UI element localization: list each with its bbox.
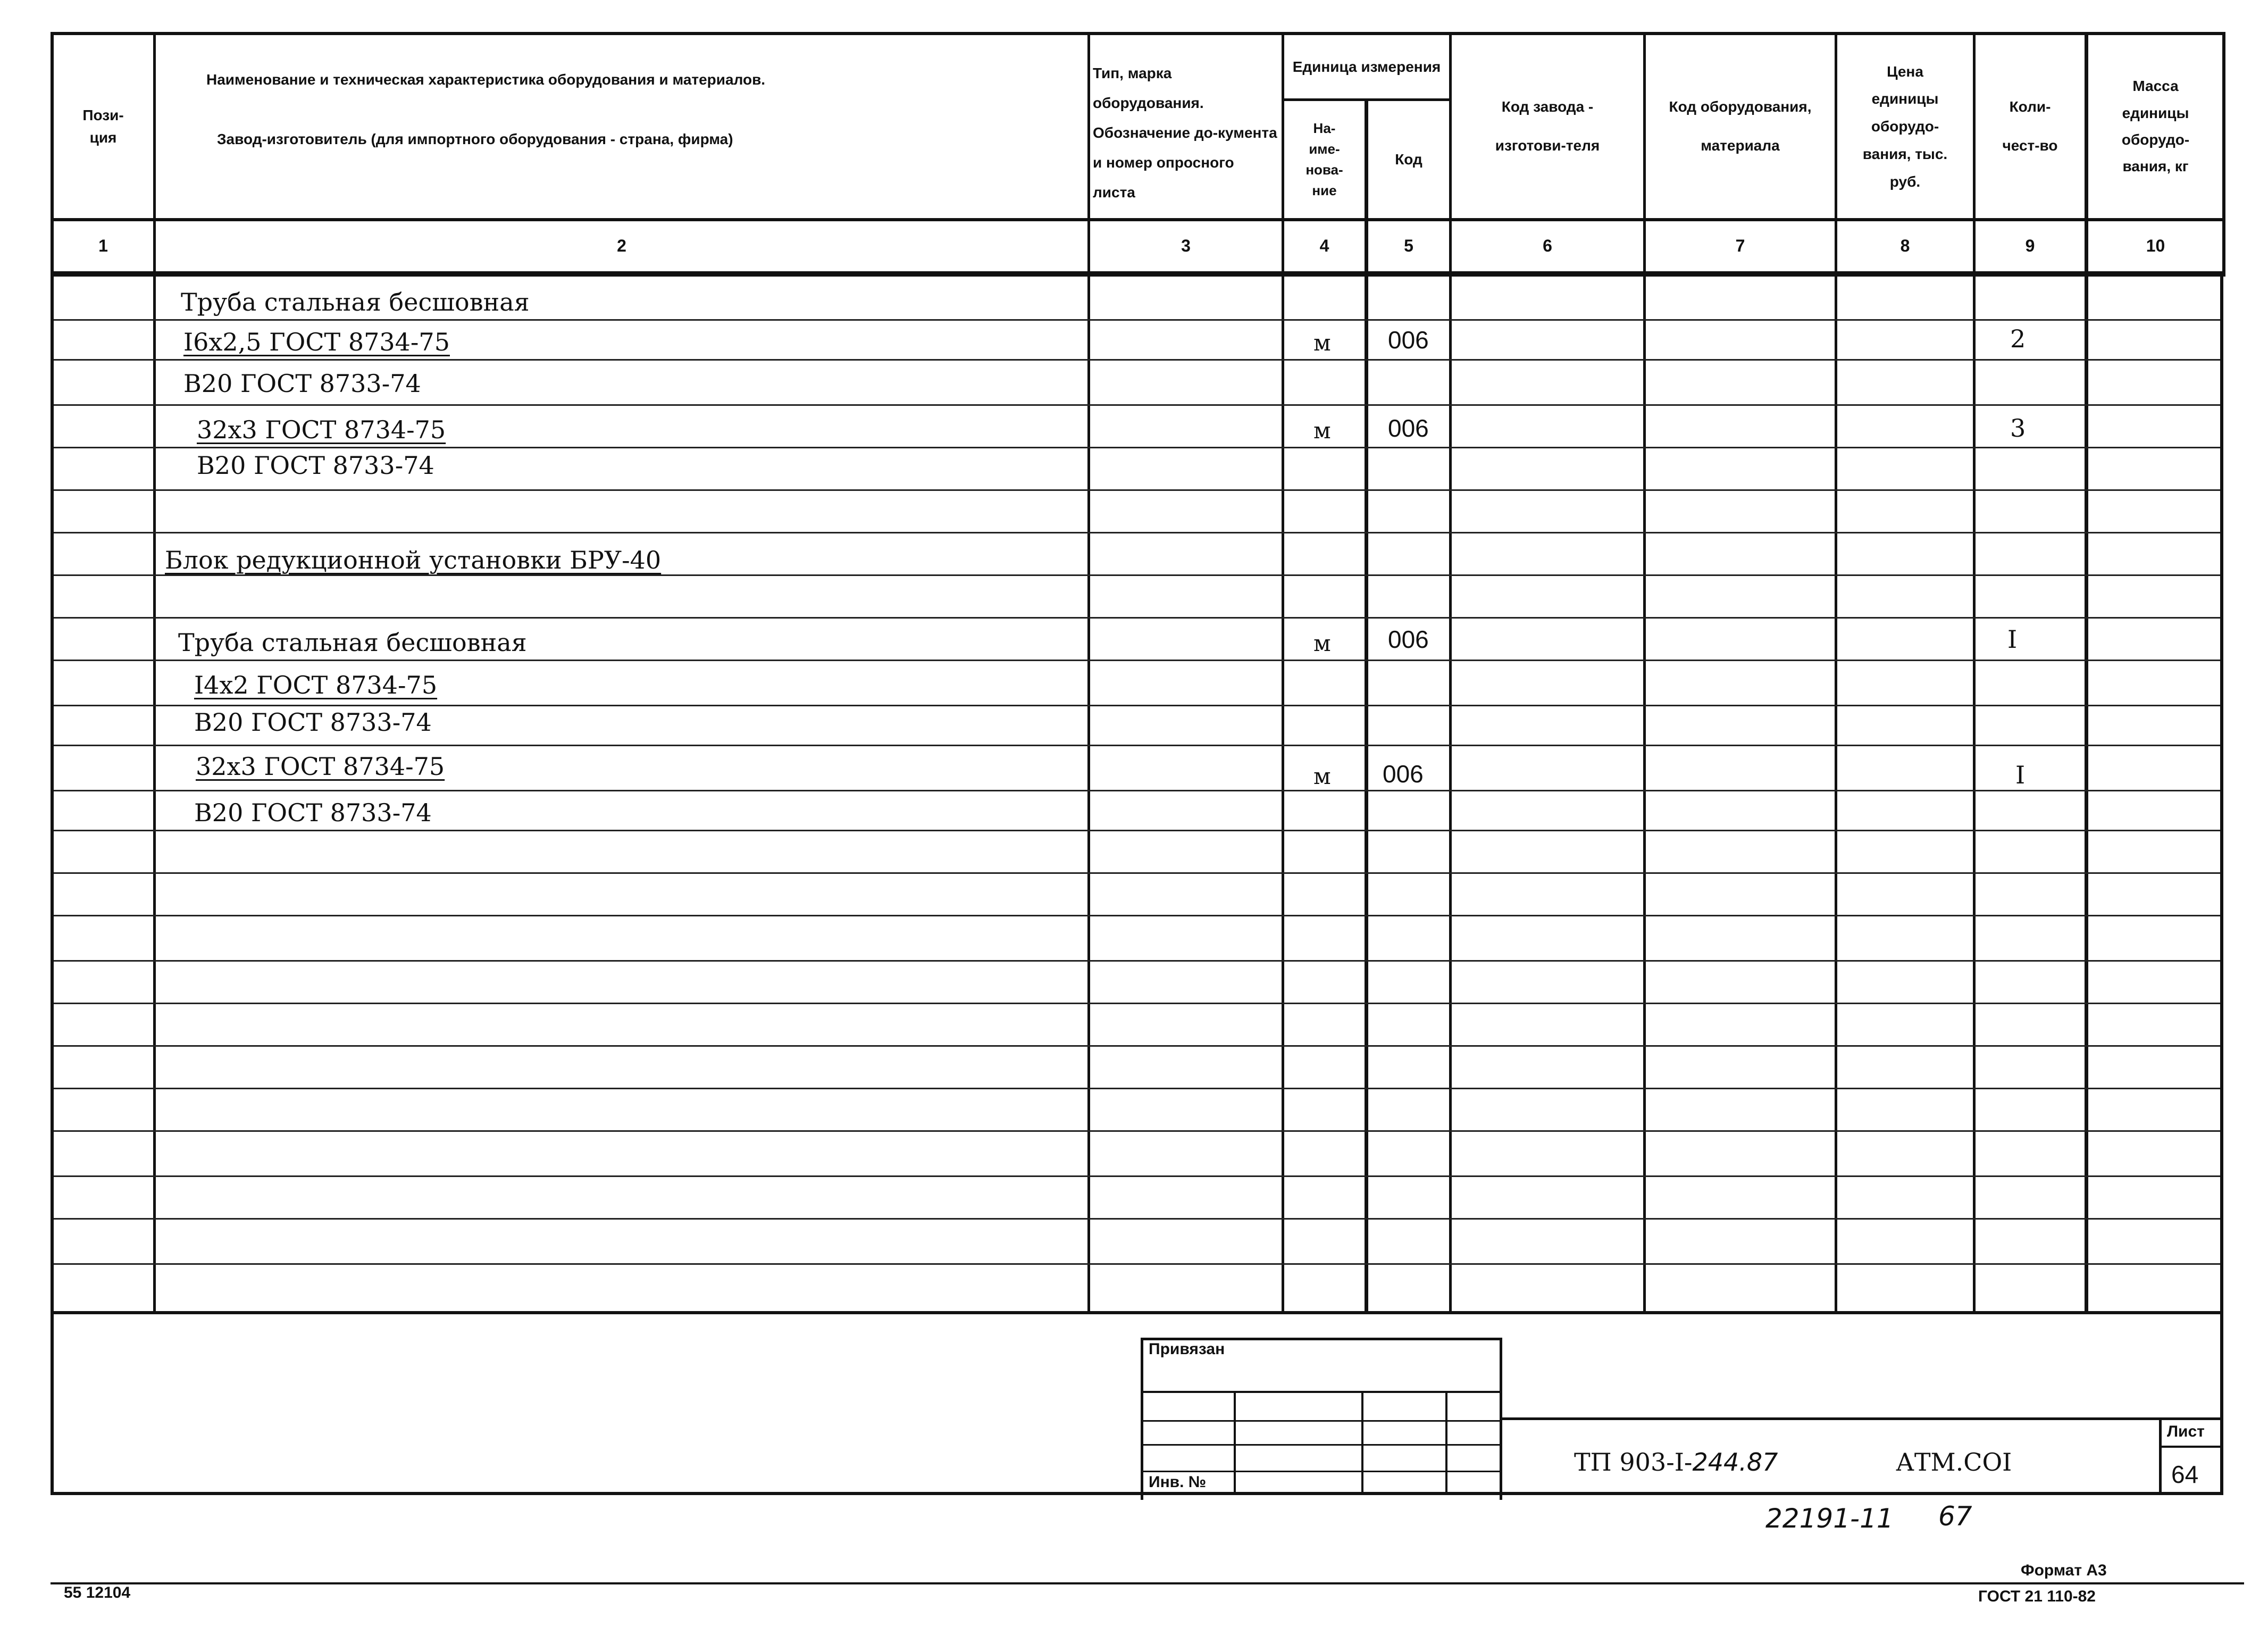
divider <box>2159 1417 2162 1492</box>
row-name: В20 ГОСТ 8733-74 <box>194 798 432 827</box>
frame-bottom <box>51 1492 2223 1495</box>
header-unit-mass: Масса единицы оборудо-вания, кг <box>2121 78 2190 175</box>
row-name: В20 ГОСТ 8733-74 <box>197 451 434 480</box>
header-name-line2: Завод-изготовитель (для импортного оборудования - страна, фирма) <box>217 131 733 147</box>
row-code: 006 <box>1388 414 1429 442</box>
row-divider <box>54 1218 2220 1220</box>
document-mark: АТМ.СОI <box>1896 1448 2012 1476</box>
row-unit: м <box>1313 763 1331 789</box>
divider <box>1141 1471 1502 1472</box>
divider <box>1445 1391 1447 1495</box>
footer-standard: ГОСТ 21 110-82 <box>1978 1588 2096 1605</box>
column-number: 2 <box>617 236 626 255</box>
header-unit-code: Код <box>1395 151 1422 168</box>
header-unit-name: На-име-нова-ние <box>1305 120 1343 198</box>
row-code: 006 <box>1383 760 1424 788</box>
header-unit-group: Единица измерения <box>1292 58 1441 75</box>
column-number: 6 <box>1543 236 1552 255</box>
divider <box>1141 1444 1502 1446</box>
header-unit-price: Цена единицы оборудо-вания, тыс. руб. <box>1862 63 1948 190</box>
row-name: I6x2,5 ГОСТ 8734-75 <box>183 328 450 356</box>
row-unit: м <box>1313 418 1331 444</box>
handwritten-number: 22191-11 <box>1765 1503 1894 1534</box>
document-code-handwritten: 244.87 <box>1692 1448 1778 1476</box>
privyazan-label: Привязан <box>1149 1340 1225 1358</box>
header-factory-code: Код завода - изготови-теля <box>1495 98 1600 154</box>
divider <box>51 1311 2223 1314</box>
sheet-number: 64 <box>2171 1461 2199 1488</box>
row-divider <box>54 1003 2220 1004</box>
header-position: Пози- ция <box>82 107 124 146</box>
header-quantity: Коли-чест-во <box>2002 98 2058 154</box>
row-divider <box>54 745 2220 746</box>
row-name: 32х3 ГОСТ 8734-75 <box>196 752 445 781</box>
row-name: Труба стальная бесшовная <box>178 628 527 657</box>
divider <box>1141 1420 1502 1422</box>
row-divider <box>54 359 2220 361</box>
row-code: 006 <box>1388 326 1429 354</box>
row-divider <box>54 489 2220 491</box>
row-unit: м <box>1313 630 1331 656</box>
column-number: 10 <box>2146 236 2165 255</box>
row-divider <box>54 319 2220 321</box>
row-divider <box>54 960 2220 962</box>
header-name-line1: Наименование и техническая характеристика оборудования и материалов. <box>206 71 766 88</box>
frame-left <box>51 32 54 1495</box>
sheet-label: Лист <box>2167 1423 2205 1440</box>
row-name: Труба стальная бесшовная <box>181 288 530 316</box>
row-divider <box>54 660 2220 661</box>
row-name: В20 ГОСТ 8733-74 <box>183 369 421 398</box>
divider <box>2159 1446 2223 1448</box>
row-divider <box>54 1045 2220 1047</box>
row-quantity: 2 <box>2010 324 2026 353</box>
row-name: 32х3 ГОСТ 8734-75 <box>197 415 446 444</box>
row-code: 006 <box>1388 625 1429 653</box>
divider <box>1234 1391 1236 1495</box>
divider <box>1141 1391 1502 1393</box>
row-divider <box>54 1088 2220 1089</box>
inv-no-label: Инв. № <box>1149 1473 1207 1491</box>
column-number: 1 <box>98 236 108 255</box>
row-divider <box>54 617 2220 619</box>
row-divider <box>54 915 2220 916</box>
footer-format: Формат А3 <box>2021 1562 2107 1579</box>
row-divider <box>54 574 2220 576</box>
row-divider <box>54 790 2220 791</box>
row-divider <box>54 532 2220 533</box>
divider <box>1365 274 1368 1314</box>
row-divider <box>54 1175 2220 1177</box>
row-divider <box>54 705 2220 706</box>
column-number: 5 <box>1404 236 1413 255</box>
row-divider <box>54 404 2220 406</box>
document-code-printed: ТП 903-I- <box>1574 1448 1693 1476</box>
row-name: I4x2 ГОСТ 8734-75 <box>194 671 438 699</box>
column-number: 7 <box>1735 236 1745 255</box>
divider <box>2085 32 2088 1314</box>
document-code <box>1574 1448 1778 1476</box>
row-unit: м <box>1313 330 1331 356</box>
column-number: 8 <box>1900 236 1910 255</box>
footer-left-code: 55 12104 <box>64 1584 131 1601</box>
row-name: Блок редукционной установки БРУ-40 <box>165 546 662 574</box>
row-divider <box>54 1130 2220 1132</box>
footer-line <box>51 1582 2244 1584</box>
row-divider <box>54 830 2220 831</box>
row-name: В20 ГОСТ 8733-74 <box>194 708 432 737</box>
divider <box>1502 1417 2223 1420</box>
row-quantity: I <box>2015 761 2026 789</box>
divider <box>1361 1391 1363 1495</box>
row-divider <box>54 1263 2220 1265</box>
row-quantity: I <box>2007 625 2018 654</box>
column-number: 3 <box>1181 236 1191 255</box>
column-number: 9 <box>2025 236 2035 255</box>
handwritten-page: 67 <box>1938 1501 1972 1532</box>
header-equipment-code: Код оборудования, материала <box>1669 98 1812 154</box>
row-divider <box>54 872 2220 874</box>
row-quantity: 3 <box>2010 414 2026 443</box>
column-number: 4 <box>1319 236 1329 255</box>
header-type: Тип, марка оборудования. Обозначение до-кумента и номер опросного листа <box>1093 65 1277 201</box>
divider <box>51 271 2225 275</box>
row-divider <box>54 447 2220 448</box>
